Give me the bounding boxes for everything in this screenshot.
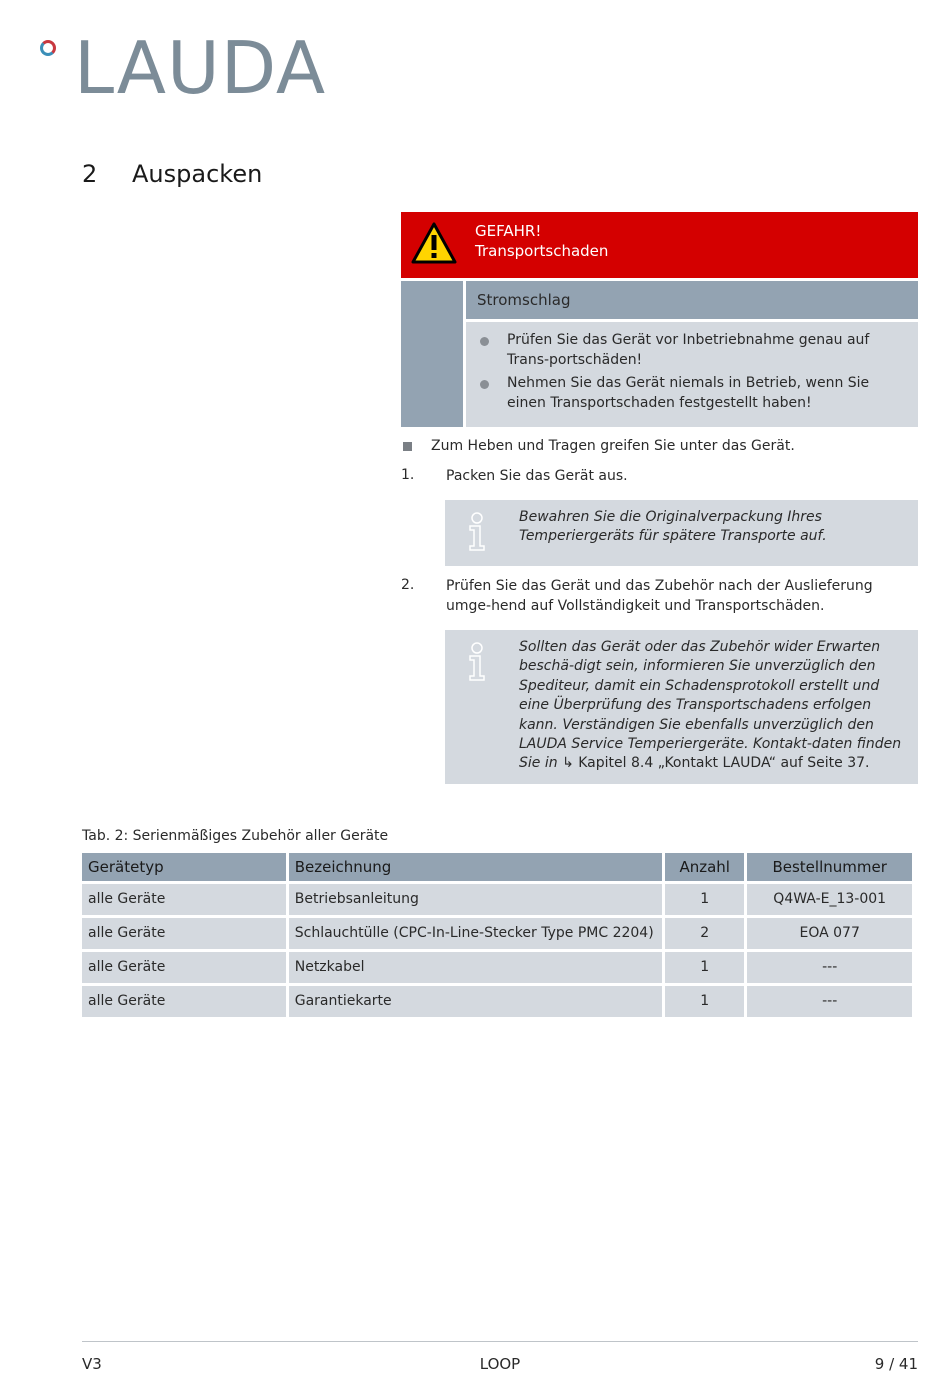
info-icon bbox=[465, 642, 489, 682]
warning-triangle-icon bbox=[411, 222, 457, 264]
square-bullet-icon bbox=[403, 442, 412, 451]
table-cell: alle Geräte bbox=[82, 884, 286, 915]
footer-divider bbox=[82, 1341, 918, 1342]
info-note bbox=[445, 630, 918, 784]
table-row bbox=[82, 952, 912, 983]
table-cell: alle Geräte bbox=[82, 918, 286, 949]
column-header: Anzahl bbox=[665, 853, 744, 881]
chapter-title: Auspacken bbox=[132, 160, 263, 188]
footer-product: LOOP bbox=[479, 1355, 521, 1373]
chapter-number: 2 bbox=[82, 160, 98, 188]
table-cell: Betriebsanleitung bbox=[289, 884, 662, 915]
table-row bbox=[82, 986, 912, 1017]
info-icon bbox=[465, 512, 489, 552]
table-header-row bbox=[82, 853, 912, 881]
table-cell: 1 bbox=[665, 952, 744, 983]
bullet-dot-icon bbox=[480, 380, 489, 389]
table-cell: Schlauchtülle (CPC-In-Line-Stecker Type PMC 2204) bbox=[289, 918, 662, 949]
danger-header bbox=[401, 212, 918, 278]
step-text: Prüfen Sie das Gerät und das Zubehör nach der Auslieferung umge-hend auf Vollständigkeit und Transportschäden. bbox=[446, 578, 873, 614]
table-row bbox=[82, 918, 912, 949]
table-cell: --- bbox=[747, 952, 912, 983]
step-text: Packen Sie das Gerät aus. bbox=[446, 468, 628, 484]
table-caption: Tab. 2: Serienmäßiges Zubehör aller Geräte bbox=[82, 828, 389, 844]
danger-body bbox=[401, 281, 918, 429]
table-cell: --- bbox=[747, 986, 912, 1017]
column-header: Bezeichnung bbox=[289, 853, 662, 881]
accessories-table bbox=[79, 850, 915, 1020]
footer-version: V3 bbox=[82, 1355, 102, 1373]
column-header: Gerätetyp bbox=[82, 853, 286, 881]
bullet-dot-icon bbox=[480, 337, 489, 346]
table-row bbox=[82, 884, 912, 915]
danger-subtitle: Stromschlag bbox=[466, 281, 918, 319]
danger-list-item: Nehmen Sie das Gerät niemals in Betrieb, wenn Sie einen Transportschaden festgestellt haben! bbox=[478, 374, 902, 413]
step-number: 1. bbox=[401, 467, 415, 483]
step-number: 2. bbox=[401, 577, 415, 593]
danger-safety-box bbox=[401, 212, 918, 429]
danger-list bbox=[466, 322, 918, 427]
info-note-text: Bewahren Sie die Originalverpackung Ihres Temperiergeräts für spätere Transporte auf. bbox=[519, 509, 827, 545]
table-cell: Q4WA-E_13-001 bbox=[747, 884, 912, 915]
danger-hazard: Transportschaden bbox=[475, 242, 609, 260]
table-cell: 2 bbox=[665, 918, 744, 949]
table-cell: Netzkabel bbox=[289, 952, 662, 983]
danger-signal-word: GEFAHR! bbox=[475, 222, 542, 240]
logo-text: LAUDA bbox=[74, 26, 327, 110]
logo-ring-icon bbox=[40, 40, 56, 56]
info-note bbox=[445, 500, 918, 566]
table-cell: 1 bbox=[665, 986, 744, 1017]
info-note-text: Sollten das Gerät oder das Zubehör wider Erwarten beschä-digt sein, informieren Sie unverzüglich den Spediteur, damit ein Schadensprotokoll erstellt und eine Überprüfung des Transportschadens erfolgen kann. Verständigen Sie ebenfalls unverzüglich den LAUDA Service Temperiergeräte. Kontakt-daten finden Sie in ↳ Kapitel 8.4 „Kontakt LAUDA“ auf Seite 37. bbox=[519, 639, 902, 772]
chapter-heading bbox=[82, 160, 262, 188]
footer-page-number: 9 / 41 bbox=[874, 1355, 918, 1373]
arrow-link-icon: ↳ bbox=[562, 755, 574, 772]
instruction-bullet: Zum Heben und Tragen greifen Sie unter das Gerät. bbox=[431, 438, 795, 454]
table-cell: 1 bbox=[665, 884, 744, 915]
table-cell: alle Geräte bbox=[82, 986, 286, 1017]
danger-side-bar bbox=[401, 281, 463, 427]
danger-title bbox=[475, 221, 608, 261]
table-cell: alle Geräte bbox=[82, 952, 286, 983]
chapter-link[interactable]: Kapitel 8.4 „Kontakt LAUDA“ auf Seite 37. bbox=[578, 755, 870, 772]
column-header: Bestellnummer bbox=[747, 853, 912, 881]
danger-list-item: Prüfen Sie das Gerät vor Inbetriebnahme genau auf Trans-portschäden! bbox=[478, 331, 902, 370]
table-cell: EOA 077 bbox=[747, 918, 912, 949]
table-cell: Garantiekarte bbox=[289, 986, 662, 1017]
